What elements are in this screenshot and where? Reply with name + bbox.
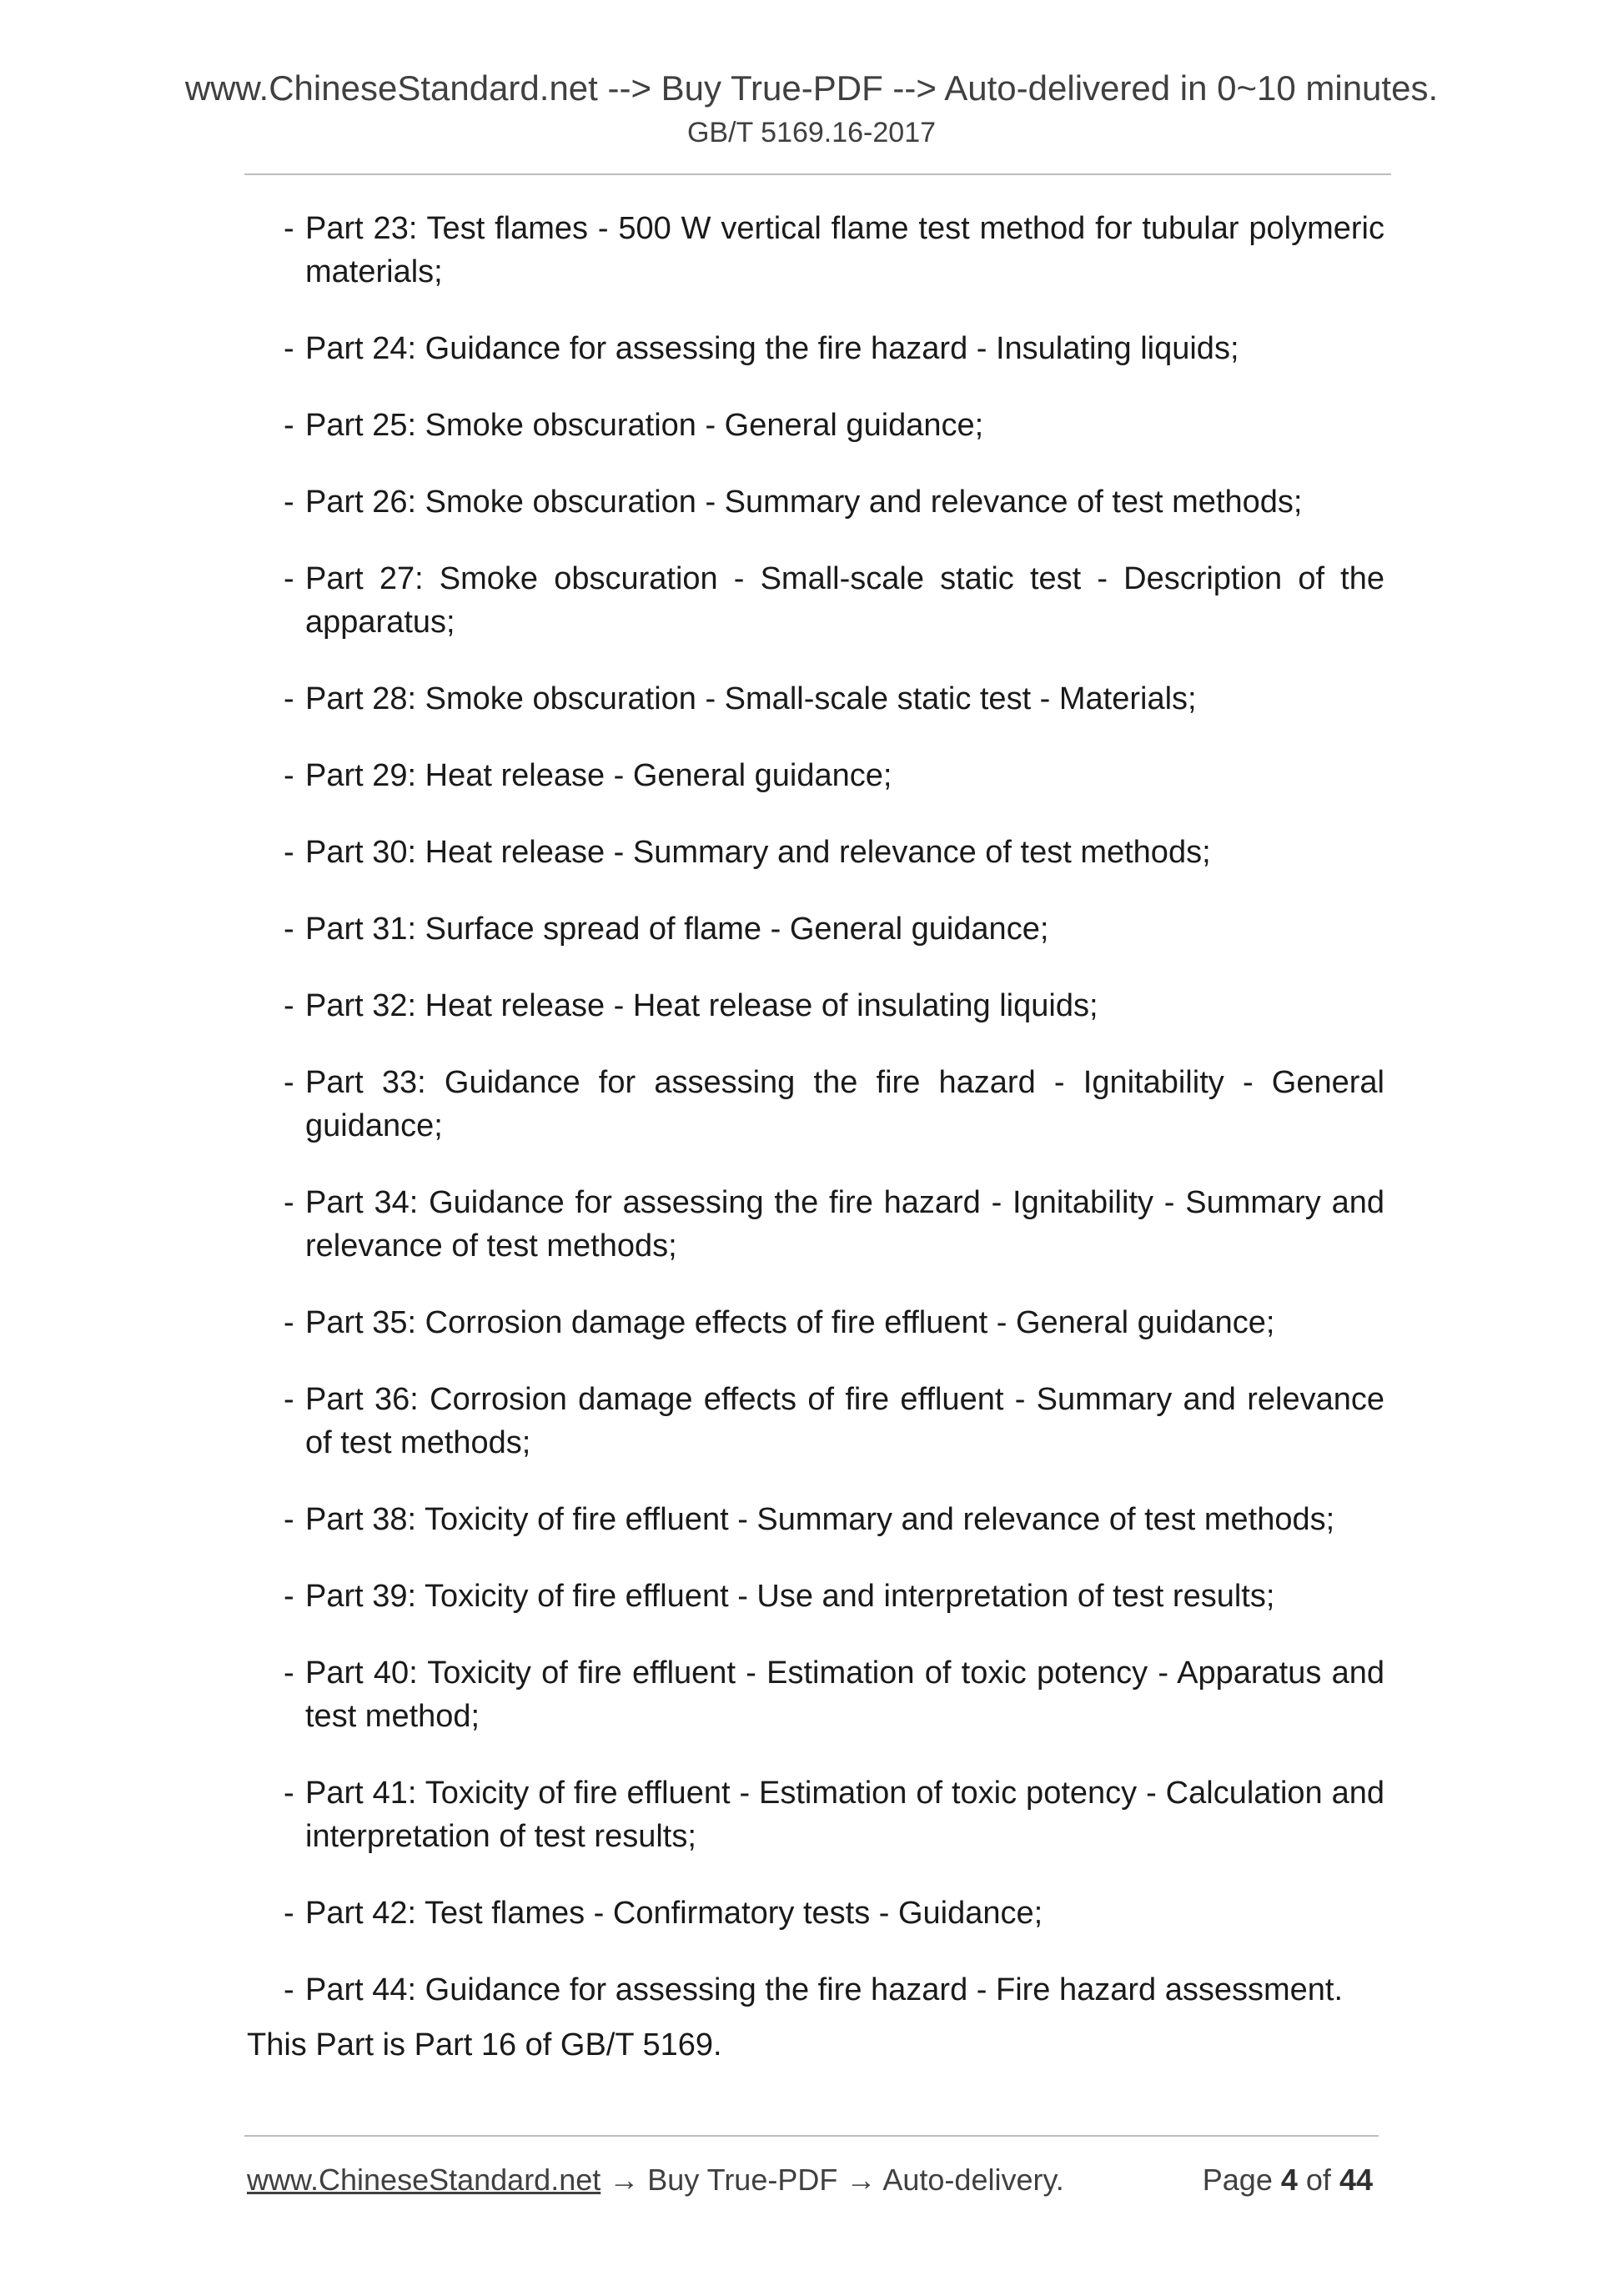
bullet-dash: - bbox=[284, 211, 294, 246]
page-number bbox=[1203, 2160, 1373, 2200]
page-label: Page bbox=[1202, 2163, 1273, 2197]
buy-text: Buy True-PDF bbox=[647, 2163, 838, 2197]
list-item bbox=[284, 1968, 1384, 2012]
list-item bbox=[284, 480, 1384, 524]
list-item-text: Part 31: Surface spread of flame - General guidance; bbox=[305, 912, 1049, 947]
list-item-text: Part 44: Guidance for assessing the fire hazard - Fire hazard assessment. bbox=[305, 1972, 1344, 2007]
list-item bbox=[284, 327, 1384, 370]
list-item-text: Part 35: Corrosion damage effects of fire effluent - General guidance; bbox=[305, 1305, 1275, 1340]
bullet-dash: - bbox=[284, 331, 294, 366]
list-item bbox=[284, 1378, 1384, 1465]
bullet-dash: - bbox=[284, 1502, 294, 1537]
page-total: 44 bbox=[1339, 2163, 1373, 2197]
list-item bbox=[284, 404, 1384, 447]
list-item-text: Part 34: Guidance for assessing the fire hazard - Ignitability - Summary and relevance of test methods; bbox=[305, 1185, 1384, 1264]
list-item-text: Part 30: Heat release - Summary and relevance of test methods; bbox=[305, 835, 1211, 870]
bullet-dash: - bbox=[284, 1305, 294, 1340]
list-item bbox=[284, 754, 1384, 797]
list-item-text: Part 29: Heat release - General guidance; bbox=[305, 758, 892, 793]
list-item bbox=[284, 1498, 1384, 1541]
bullet-dash: - bbox=[284, 561, 294, 596]
list-item-text: Part 27: Smoke obscuration - Small-scale static test - Description of the apparatus; bbox=[305, 561, 1384, 640]
bullet-dash: - bbox=[284, 408, 294, 443]
bullet-dash: - bbox=[284, 1776, 294, 1811]
closing-statement: This Part is Part 16 of GB/T 5169. bbox=[247, 2027, 722, 2062]
bullet-dash: - bbox=[284, 485, 294, 520]
bullet-dash: - bbox=[284, 1896, 294, 1931]
list-item-text: Part 25: Smoke obscuration - General guidance; bbox=[305, 408, 984, 443]
list-item-text: Part 40: Toxicity of fire effluent - Estimation of toxic potency - Apparatus and test method; bbox=[305, 1655, 1384, 1734]
list-item-text: Part 38: Toxicity of fire effluent - Summary and relevance of test methods; bbox=[305, 1502, 1335, 1537]
list-item bbox=[284, 677, 1384, 721]
bullet-dash: - bbox=[284, 681, 294, 716]
header-banner: www.ChineseStandard.net --> Buy True-PDF --> Auto-delivered in 0~10 minutes. bbox=[184, 68, 1439, 108]
list-item bbox=[284, 1651, 1384, 1738]
parts-list bbox=[284, 207, 1384, 2045]
bullet-dash: - bbox=[284, 988, 294, 1023]
list-item-text: Part 41: Toxicity of fire effluent - Estimation of toxic potency - Calculation and interpretation of test results; bbox=[305, 1776, 1384, 1854]
page-header bbox=[0, 65, 1623, 152]
bullet-dash: - bbox=[284, 912, 294, 947]
list-item-text: Part 32: Heat release - Heat release of insulating liquids; bbox=[305, 988, 1098, 1023]
bullet-dash: - bbox=[284, 1382, 294, 1417]
list-item bbox=[284, 1771, 1384, 1858]
bullet-dash: - bbox=[284, 1972, 294, 2007]
arrow-icon: → bbox=[846, 2163, 877, 2197]
footer-promo bbox=[247, 2160, 1064, 2200]
list-item bbox=[284, 984, 1384, 1027]
list-item bbox=[284, 831, 1384, 874]
list-item bbox=[284, 1061, 1384, 1148]
list-item bbox=[284, 1575, 1384, 1618]
list-item bbox=[284, 1301, 1384, 1344]
list-item-text: Part 28: Smoke obscuration - Small-scale static test - Materials; bbox=[305, 681, 1197, 716]
footer-divider bbox=[244, 2135, 1379, 2137]
page-of: of bbox=[1305, 2163, 1331, 2197]
list-item-text: Part 33: Guidance for assessing the fire hazard - Ignitability - General guidance; bbox=[305, 1065, 1384, 1143]
list-item-text: Part 42: Test flames - Confirmatory tests - Guidance; bbox=[305, 1896, 1043, 1931]
list-item-text: Part 36: Corrosion damage effects of fire effluent - Summary and relevance of test methods; bbox=[305, 1382, 1384, 1460]
list-item-text: Part 39: Toxicity of fire effluent - Use and interpretation of test results; bbox=[305, 1579, 1275, 1614]
list-item-text: Part 26: Smoke obscuration - Summary and relevance of test methods; bbox=[305, 485, 1303, 520]
list-item bbox=[284, 557, 1384, 644]
list-item-text: Part 24: Guidance for assessing the fire hazard - Insulating liquids; bbox=[305, 331, 1239, 366]
list-item-text: Part 23: Test flames - 500 W vertical flame test method for tubular polymeric materials; bbox=[305, 211, 1384, 289]
delivery-text: Auto-delivery. bbox=[882, 2163, 1064, 2197]
header-divider bbox=[244, 173, 1391, 175]
page-current: 4 bbox=[1280, 2163, 1298, 2197]
list-item bbox=[284, 207, 1384, 294]
arrow-icon: → bbox=[609, 2163, 640, 2197]
list-item bbox=[284, 1892, 1384, 1935]
bullet-dash: - bbox=[284, 1655, 294, 1691]
list-item bbox=[284, 907, 1384, 951]
bullet-dash: - bbox=[284, 835, 294, 870]
bullet-dash: - bbox=[284, 758, 294, 793]
site-link[interactable]: www.ChineseStandard.net bbox=[247, 2163, 601, 2197]
list-item bbox=[284, 1181, 1384, 1268]
bullet-dash: - bbox=[284, 1185, 294, 1220]
bullet-dash: - bbox=[284, 1579, 294, 1614]
bullet-dash: - bbox=[284, 1065, 294, 1100]
header-standard-id: GB/T 5169.16-2017 bbox=[686, 117, 937, 148]
